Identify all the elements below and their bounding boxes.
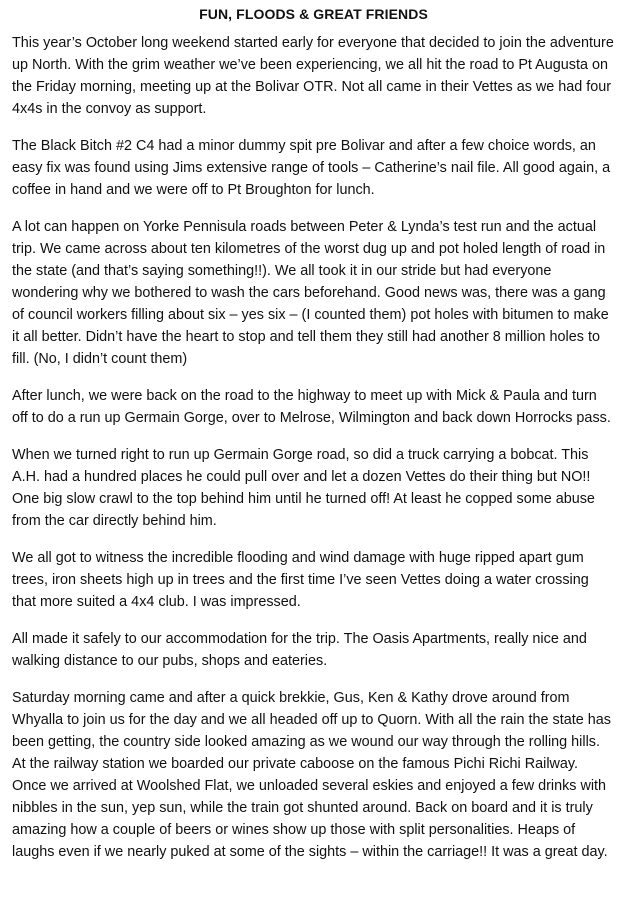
paragraph-2: The Black Bitch #2 C4 had a minor dummy spit pre Bolivar and after a few choice words, an easy fix was found using Jims extensive range of tools – Catherine’s nail file. All good again, a coffee in hand and we were off to Pt Broughton for lunch.	[12, 138, 611, 198]
paragraph-5: When we turned right to run up Germain Gorge road, so did a truck carrying a bobcat. This A.H. had a hundred places he could pull over and let a dozen Vettes do their thing but NO!! One big slow crawl to the top behind him until he turned off! At least he copped some abuse from the car directly behind him.	[12, 447, 595, 529]
paragraph-1: This year’s October long weekend started early for everyone that decided to join the adventure up North. With the grim weather we’ve been experiencing, we all hit the road to Pt Augusta on the Friday morning, meeting up at the Bolivar OTR. Not all came in their Vettes as we had four 4x4s in the convoy as support.	[12, 35, 614, 117]
paragraph-3: A lot can happen on Yorke Pennisula roads between Peter & Lynda’s test run and the actual trip. We came across about ten kilometres of the worst dug up and pot holed length of road in the state (and that’s saying something!!). We all took it in our stride but had everyone wondering why we bothered to wash the cars beforehand. Good news was, there was a gang of council workers filling about six – yes six – (I counted them) pot holes with bitumen to make it all better. Didn’t have the heart to stop and tell them they still had another 8 million holes to fill. (No, I didn’t count them)	[12, 219, 609, 367]
paragraph-4: After lunch, we were back on the road to the highway to meet up with Mick & Paula and turn off to do a run up Germain Gorge, over to Melrose, Wilmington and back down Horrocks pass.	[12, 388, 611, 426]
paragraph-7: All made it safely to our accommodation for the trip. The Oasis Apartments, really nice and walking distance to our pubs, shops and eateries.	[12, 631, 587, 669]
document-title: FUN, FLOODS & GREAT FRIENDS	[199, 6, 428, 22]
paragraph-6: We all got to witness the incredible flooding and wind damage with huge ripped apart gum trees, iron sheets high up in trees and the first time I’ve seen Vettes doing a water crossing that more suited a 4x4 club. I was impressed.	[12, 550, 589, 610]
paragraph-8: Saturday morning came and after a quick brekkie, Gus, Ken & Kathy drove around from Whyalla to join us for the day and we all headed off up to Quorn. With all the rain the state has been getting, the country side looked amazing as we wound our way through the rolling hills. At the railway station we boarded our private caboose on the famous Pichi Richi Railway. Once we arrived at Woolshed Flat, we unloaded several eskies and enjoyed a few drinks with nibbles in the sun, yep sun, while the train got shunted around. Back on board and it is truly amazing how a couple of beers or wines show up those with split personalities. Heaps of laughs even if we nearly puked at some of the sights – within the carriage!! It was a great day.	[12, 690, 611, 860]
